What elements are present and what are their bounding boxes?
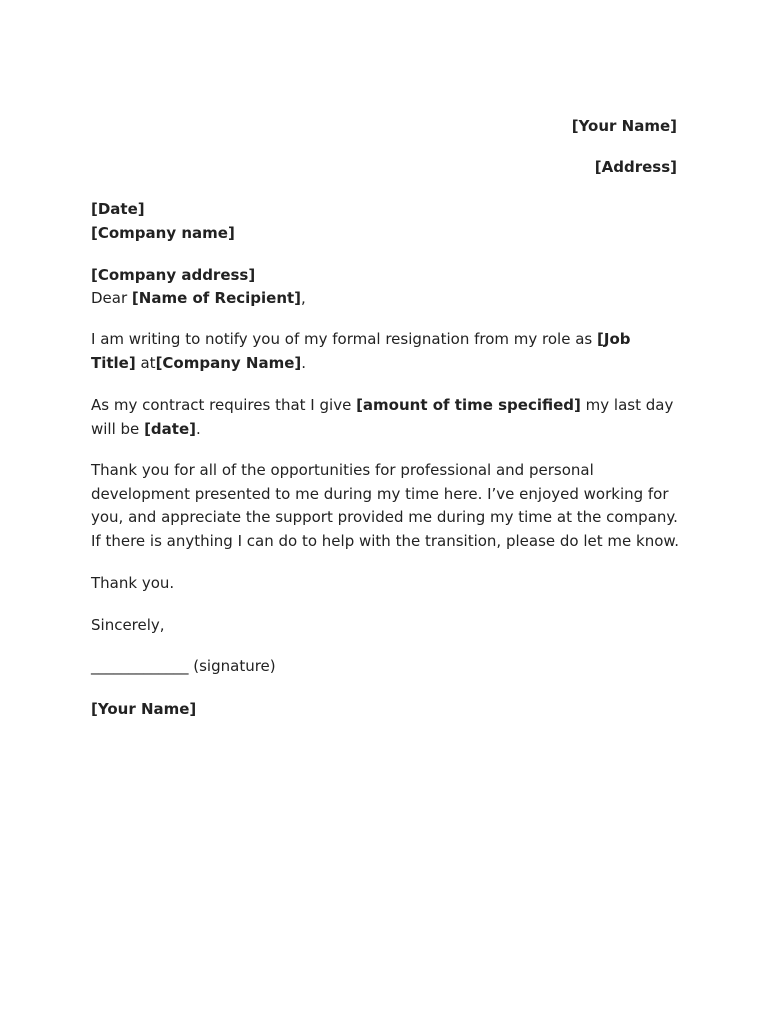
signature-line <box>91 654 276 678</box>
recipient-company-address: [Company address] <box>91 266 256 284</box>
closing-sincerely: Sincerely, <box>91 616 165 634</box>
paragraph-resignation: I am writing to notify you of my formal resignation from my role as [Job Title] at[Company Name]. <box>91 330 631 372</box>
paragraph-thanks: Thank you for all of the opportunities for professional and personal development presented to me during my time here. I’ve enjoyed working for you, and appreciate the support provided me during my time at the company. If there is anything I can do to help with the transition, please do let me know. <box>91 461 680 551</box>
letter-date: [Date] <box>91 200 145 218</box>
paragraph-notice-period: As my contract requires that I give [amount of time specified] my last day will be [date]. <box>91 396 674 438</box>
salutation: Dear [Name of Recipient], <box>91 289 306 307</box>
signature-blank: _____________ <box>91 657 189 675</box>
sender-name: [Your Name] <box>571 117 677 135</box>
signature-label: (signature) <box>188 657 276 675</box>
closing-thank-you: Thank you. <box>91 574 175 592</box>
signer-name: [Your Name] <box>91 700 197 718</box>
recipient-company-name: [Company name] <box>91 224 235 242</box>
sender-address: [Address] <box>594 158 677 176</box>
